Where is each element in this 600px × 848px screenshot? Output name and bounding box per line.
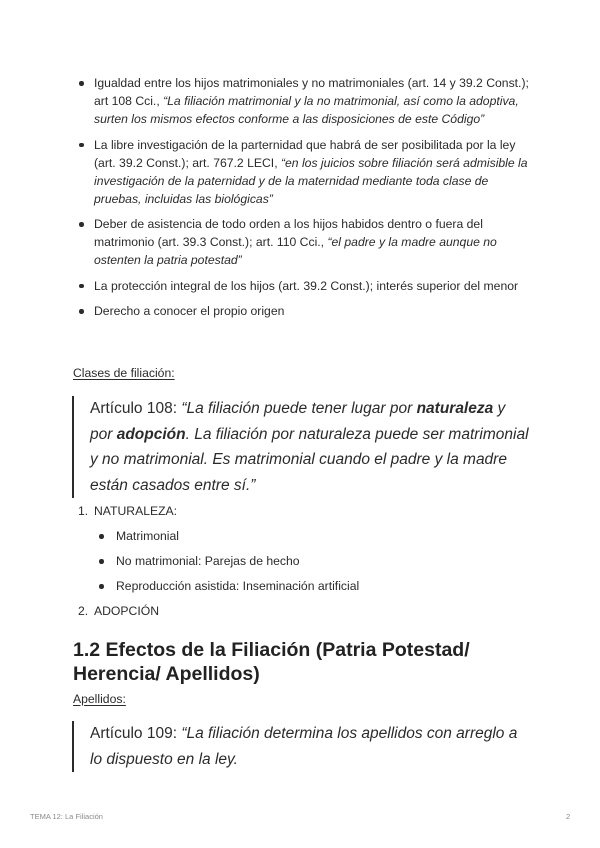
clases-label: Clases de filiación: [73,366,175,380]
list-item: La libre investigación de la parternidad que habrá de ser posibilitada por la ley (art. 39.2 Const.); art. 767.2 LECI, “en los juicios sobre filiación será admisible la investigación de la paternidad y de la maternidad mediante toda clase de pruebas, incluidas las biológicas” [76,136,536,208]
article-109-quote: Artículo 109: “La filiación determina los apellidos con arreglo a lo dispuesto en la ley. [72,721,530,772]
page-number: 2 [566,812,571,821]
naturaleza-list [96,528,359,603]
apellidos-label: Apellidos: [73,692,126,706]
ordered-item-naturaleza: 1. NATURALEZA: [78,504,178,518]
article-108-quote: Artículo 108: “La filiación puede tener lugar por naturaleza y por adopción. La filiación por naturaleza puede ser matrimonial y no matrimonial. Es matrimonial cuando el padre y la madre están casados entre sí.” [72,396,530,498]
section-heading: 1.2 Efectos de la Filiación (Patria Potestad/ Herencia/ Apellidos) [73,639,470,685]
list-item: No matrimonial: Parejas de hecho [96,553,359,569]
list-item: La protección integral de los hijos (art. 39.2 Const.); interés superior del menor [76,277,536,295]
list-item: Derecho a conocer el propio origen [76,302,536,320]
ordered-item-adopcion: 2. ADOPCIÓN [78,604,160,618]
principles-list [76,74,536,328]
list-item: Reproducción asistida: Inseminación artificial [96,578,359,594]
list-item: Igualdad entre los hijos matrimoniales y no matrimoniales (art. 14 y 39.2 Const.); art 108 Cci., “La filiación matrimonial y la no matrimonial, así como la adoptiva, surten los mismos efectos conforme a las disposiciones de este Código” [76,74,536,128]
list-item: Matrimonial [96,528,359,544]
list-item: Deber de asistencia de todo orden a los hijos habidos dentro o fuera del matrimonio (art. 39.3 Const.); art. 110 Cci., “el padre y la madre aunque no ostenten la patria potestad” [76,215,536,269]
footer-title: TEMA 12: La Filiación [30,812,103,821]
